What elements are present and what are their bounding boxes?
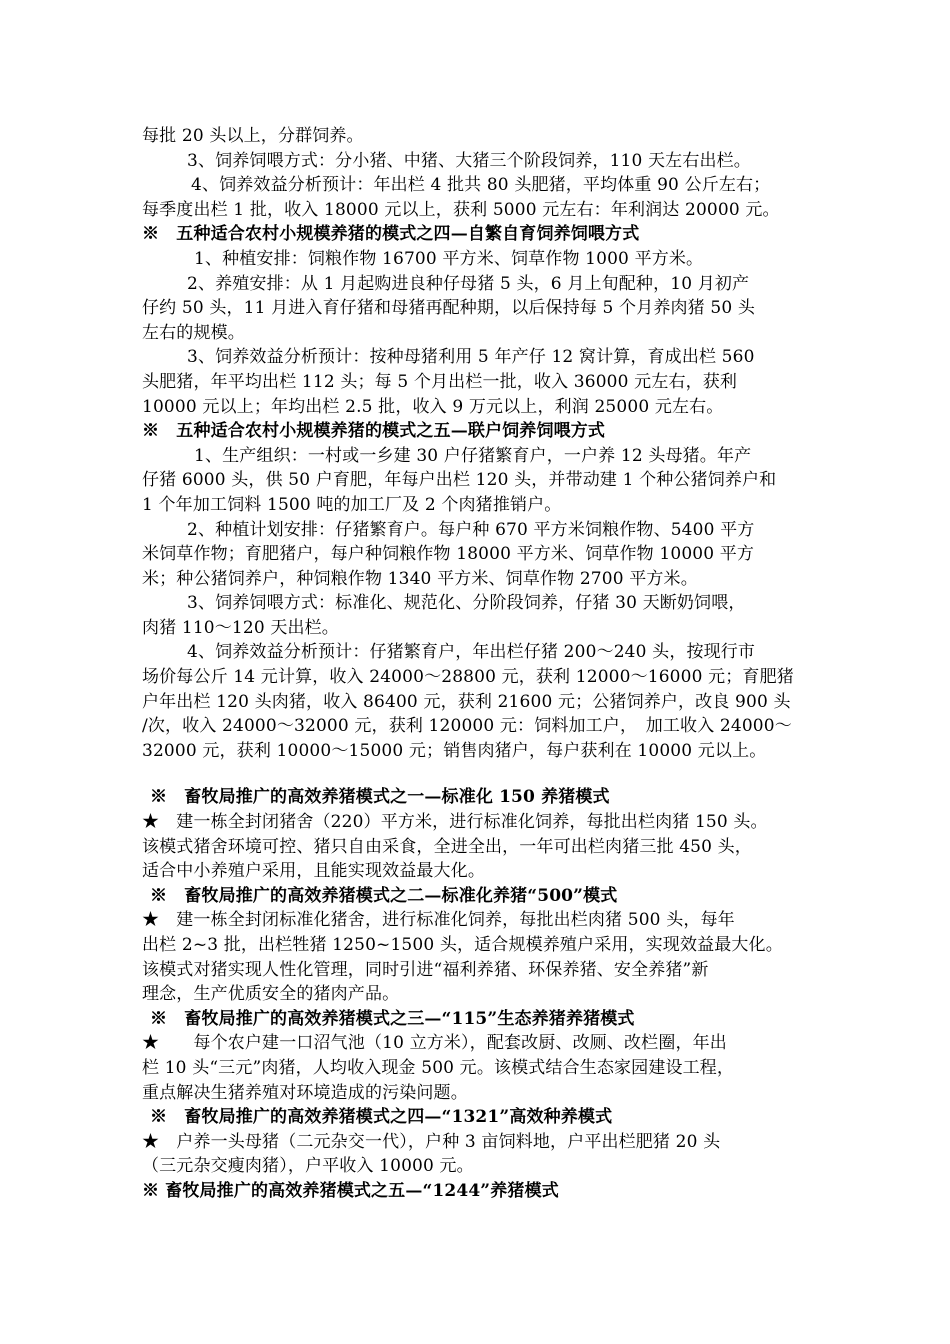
text-line: 米饲草作物；育肥猪户，每户种饲粮作物 18000 平方米、饲草作物 10000 平方	[142, 544, 755, 565]
text-line: 32000 元，获利 10000～15000 元；销售肉猪户，每户获利在 10000 元以上。	[142, 740, 767, 761]
text-line: 该模式对猪实现人性化管理，同时引进“福利养猪、环保养猪、安全养猪”新	[142, 959, 709, 980]
text-line: 3、饲养饲喂方式：分小猪、中猪、大猪三个阶段饲养，110 天左右出栏。	[187, 150, 751, 171]
text-line: 1、种植安排：饲粮作物 16700 平方米、饲草作物 1000 平方米。	[194, 248, 704, 269]
text-line: /次，收入 24000～32000 元，获利 120000 元：饲料加工户， 加工收入 24000～	[142, 716, 792, 737]
text-line: 1、生产组织：一村或一乡建 30 户仔猪繁育户，一户养 12 头母猪。年产	[194, 445, 752, 466]
text-line: 仔猪 6000 头，供 50 户育肥，年每户出栏 120 头，并带动建 1 个种公猪饲养户和	[142, 470, 777, 491]
text-line: 重点解决生猪养殖对环境造成的污染问题。	[142, 1082, 468, 1103]
text-line: 2、养殖安排：从 1 月起购进良种仔母猪 5 头，6 月上旬配种，10 月初产	[187, 273, 750, 294]
document-body	[142, 124, 814, 1204]
text-line: 头肥猪，年平均出栏 112 头；每 5 个月出栏一批，收入 36000 元左右，获利	[142, 371, 738, 392]
section-heading: ※ 畜牧局推广的高效养猪模式之三—“115”生态养猪养猪模式	[150, 1008, 635, 1029]
text-line: 适合中小养殖户采用，且能实现效益最大化。	[142, 861, 485, 882]
text-line: 每批 20 头以上，分群饲养。	[142, 126, 364, 146]
text-line: 出栏 2~3 批，出栏牲猪 1250~1500 头，适合规模养殖户采用，实现效益最大化。	[142, 935, 783, 955]
text-line: 栏 10 头“三元”肉猪，人均收入现金 500 元。该模式结合生态家园建设工程，	[142, 1057, 735, 1078]
text-line: 2、种植计划安排：仔猪繁育户。每户种 670 平方米饲粮作物、5400 平方	[187, 519, 755, 540]
text-line: 1 个年加工饲料 1500 吨的加工厂及 2 个肉猪推销户。	[142, 494, 562, 515]
text-line: ★ 建一栋全封闭标准化猪舍，进行标准化饲养，每批出栏肉猪 500 头，每年	[142, 910, 735, 931]
section-heading: ※ 畜牧局推广的高效养猪模式之一—标准化 150 养猪模式	[150, 787, 610, 808]
text-line: 户年出栏 120 头肉猪，收入 86400 元，获利 21600 元；公猪饲养户，改良 900 头	[142, 691, 791, 712]
text-line: 场价每公斤 14 元计算，收入 24000～28800 元，获利 12000～16000 元；育肥猪	[142, 667, 794, 688]
text-line: 每季度出栏 1 批，收入 18000 元以上，获利 5000 元左右：年利润达 20000 元。	[142, 199, 780, 220]
text-line: 3、饲养效益分析预计：按种母猪利用 5 年产仔 12 窝计算，育成出栏 560	[187, 347, 755, 368]
text-line: ★ 每个农户建一口沼气池（10 立方米），配套改厨、改厕、改栏圈，年出	[142, 1033, 727, 1054]
blank-line	[142, 763, 814, 785]
text-line: 3、饲养饲喂方式：标准化、规范化、分阶段饲养，仔猪 30 天断奶饲喂，	[187, 593, 746, 614]
section-heading: ※ 五种适合农村小规模养猪的模式之五—联户饲养饲喂方式	[142, 421, 606, 442]
section-heading: ※ 畜牧局推广的高效养猪模式之四—“1321”高效种养模式	[150, 1107, 613, 1128]
text-line: 4、饲养效益分析预计：仔猪繁育户，年出栏仔猪 200～240 头，按现行市	[187, 642, 756, 663]
section-heading: ※ 畜牧局推广的高效养猪模式之五—“1244”养猪模式	[142, 1180, 559, 1201]
section-heading: ※ 五种适合农村小规模养猪的模式之四—自繁自育饲养饲喂方式	[142, 224, 640, 245]
text-line: 该模式猪舍环境可控、猪只自由采食，全进全出，一年可出栏肉猪三批 450 头，	[142, 836, 752, 857]
text-line: 10000 元以上；年均出栏 2.5 批，收入 9 万元以上，利润 25000 元左右。	[142, 396, 724, 417]
text-line: 4、饲养效益分析预计：年出栏 4 批共 80 头肥猪，平均体重 90 公斤左右；	[191, 175, 771, 196]
text-line: 左右的规模。	[142, 322, 245, 343]
text-line: 理念，生产优质安全的猪肉产品。	[142, 984, 400, 1005]
text-line: ★ 户养一头母猪（二元杂交一代），户种 3 亩饲料地，户平出栏肥猪 20 头	[142, 1131, 721, 1152]
text-line: 仔约 50 头，11 月进入育仔猪和母猪再配种期，以后保持每 5 个月养肉猪 50 头	[142, 298, 755, 319]
text-line: 肉猪 110～120 天出栏。	[142, 617, 339, 638]
section-heading: ※ 畜牧局推广的高效养猪模式之二—标准化养猪“500”模式	[150, 885, 618, 906]
text-line: 米；种公猪饲养户，种饲粮作物 1340 平方米、饲草作物 2700 平方米。	[142, 568, 698, 589]
text-line: （三元杂交瘦肉猪），户平收入 10000 元。	[142, 1156, 474, 1177]
text-line: ★ 建一栋全封闭猪舍（220）平方米，进行标准化饲养，每批出栏肉猪 150 头。	[142, 812, 768, 833]
